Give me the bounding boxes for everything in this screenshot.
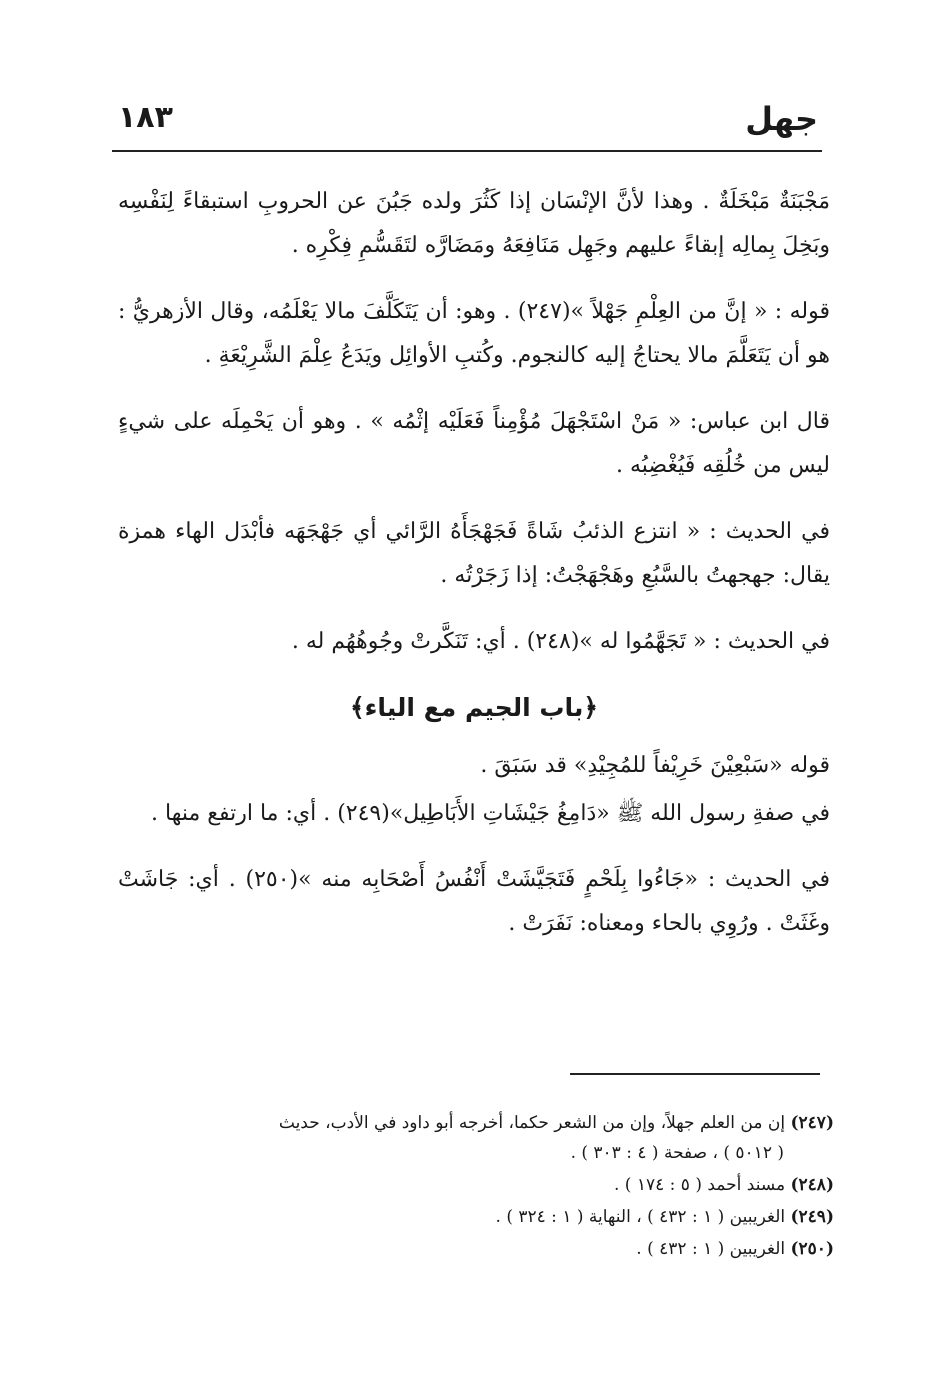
footnote-number: (٢٤٩) [790, 1207, 834, 1227]
footnote-text: الغريبين ( ١ : ٤٣٢ ) ، النهاية ( ١ : ٣٢٤ ) . [495, 1207, 786, 1227]
paragraph-8: في الحديث : «جَاءُوا بِلَحْمٍ فَتَجَيَّشَتْ أَنْفُسُ أَصْحَابِه منه »(٢٥٠) . أي: جَاشَتْ وغَثَتْ . ورُوِي بالحاء ومعناه: نَفَرَتْ . [118, 867, 830, 936]
page-number: ١٨٣ [118, 100, 173, 135]
paragraph-7: في صفةِ رسول الله ﷺ «دَامِغُ جَيْشَاتِ الأَبَاطِيل»(٢٤٩) . أي: ما ارتفع منها . [151, 801, 830, 826]
footnote-text: مسند أحمد ( ٥ : ١٧٤ ) . [614, 1175, 786, 1195]
footnote-250 [118, 1234, 834, 1264]
footnote-text: الغريبين ( ١ : ٤٣٢ ) . [636, 1239, 786, 1259]
footnote-number: (٢٤٧) [790, 1113, 834, 1133]
footnote-247 [118, 1108, 834, 1168]
footnote-separator [570, 1073, 820, 1075]
chapter-heading-text: باب الجيم مع الياء [364, 693, 584, 722]
running-head: جهل [745, 100, 818, 138]
main-text [118, 180, 830, 968]
footnote-text: إن من العلم جهلاً، وإن من الشعر حكما، أخرجه أبو داود في الأدب، حديث [278, 1113, 786, 1133]
paragraph-4: في الحديث : « انتزع الذئبُ شَاةً فَجَهْجَأَهُ الرَّائي أي جَهْجَهَه فأبْدَل الهاء همزة يقال: جهجهتُ بالسَّبُعِ وهَجْهَجْتُ: إذا زَجَرْتُه . [118, 519, 830, 588]
paragraph-5: في الحديث : « تَجَهَّمُوا له »(٢٤٨) . أي: تَنَكَّرتْ وجُوهُهُم له . [291, 629, 830, 654]
footnote-continuation: ( ٥٠١٢ ) ، صفحة ( ٤ : ٣٠٣ ) . [570, 1143, 784, 1163]
paragraph-1: مَجْبَنَةٌ مَبْخَلَةٌ . وهذا لأنَّ الإنْسَان إذا كَثُرَ ولده جَبُنَ عن الحروبِ استبقاءً لِنَفْسِه وبَخِلَ بِمالِه إبقاءً عليهم وجَهِل مَنَافِعَهُ ومَضَارَّه لتَقَسُّمِ فِكْرِه . [118, 189, 830, 258]
footnote-249 [118, 1202, 834, 1232]
heading-bracket-close: ﴾ [350, 693, 365, 722]
footnotes [118, 1108, 834, 1266]
header-rule [112, 150, 822, 152]
footnote-248 [118, 1170, 834, 1200]
paragraph-2: قوله : « إنَّ من العِلْمِ جَهْلاً »(٢٤٧) . وهو: أن يَتَكَلَّفَ مالا يَعْلَمُه، وقال الأزهريُّ : هو أن يَتَعَلَّمَ مالا يحتاجُ إليه كالنجوم. وكُتبِ الأوائِل ويَدَعُ عِلْمَ الشَّرِيْعَةِ . [118, 299, 830, 368]
footnote-number: (٢٥٠) [790, 1239, 834, 1259]
paragraph-3: قال ابن عباس: « مَنْ اسْتَجْهَلَ مُؤْمِناً فَعَلَيْه إثْمُه » . وهو أن يَحْمِلَه على شيءٍ ليس من خُلُقِه فَيُغْضِبُه . [118, 409, 830, 478]
chapter-heading [118, 686, 830, 730]
heading-bracket-open: ﴿ [583, 693, 598, 722]
paragraph-6: قوله «سَبْعِيْنَ خَرِيْفاً للمُجِيْدِ» قد سَبَقَ . [480, 753, 830, 778]
page-header [112, 92, 822, 152]
footnote-number: (٢٤٨) [790, 1175, 834, 1195]
